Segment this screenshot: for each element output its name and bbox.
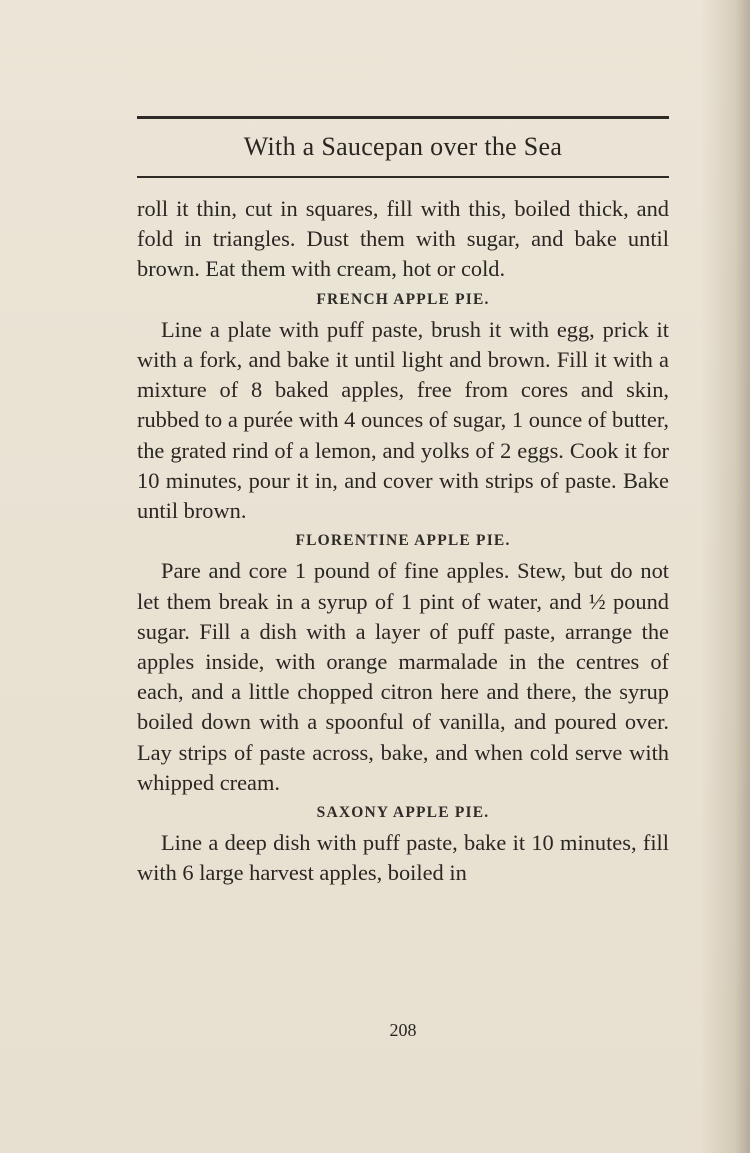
recipe-text-florentine-apple-pie: Pare and core 1 pound of fine apples. Stew, but do not let them break in a syrup of 1 pint of water, and ½ pound sugar. Fill a dish with a layer of puff paste, arrange the apples inside, with orange marmalade in the centres of each, and a little chopped citron here and there, the syrup boiled down with a spoonful of vanilla, and poured over. Lay strips of paste across, bake, and when cold serve with whipped cream. (137, 558, 669, 795)
recipe-title-french-apple-pie: FRENCH APPLE PIE. (316, 290, 490, 308)
running-head: With a Saucepan over the Sea (243, 132, 563, 161)
header-rule-top (137, 116, 669, 119)
recipe-title-florentine-apple-pie: FLORENTINE APPLE PIE. (295, 532, 511, 550)
continued-paragraph: roll it thin, cut in squares, fill with this, boiled thick, and fold in triangles. Dust them with sugar, and bake until brown. Eat them with cream, hot or cold. (137, 196, 669, 282)
page-number: 208 (389, 1020, 417, 1040)
recipe-text-saxony-apple-pie: Line a deep dish with puff paste, bake it 10 minutes, fill with 6 large harvest apples, boiled in (137, 830, 669, 886)
recipe-title-saxony-apple-pie: SAXONY APPLE PIE. (316, 804, 490, 822)
header-rule-bottom (137, 176, 669, 178)
page-body (137, 194, 669, 889)
recipe-text-french-apple-pie: Line a plate with puff paste, brush it with egg, prick it with a fork, and bake it until light and brown. Fill it with a mixture of 8 baked apples, free from cores and skin, rubbed to a purée with 4 ounces of sugar, 1 ounce of butter, the grated rind of a lemon, and yolks of 2 eggs. Cook it for 10 minutes, pour it in, and cover with strips of paste. Bake until brown. (137, 316, 669, 524)
